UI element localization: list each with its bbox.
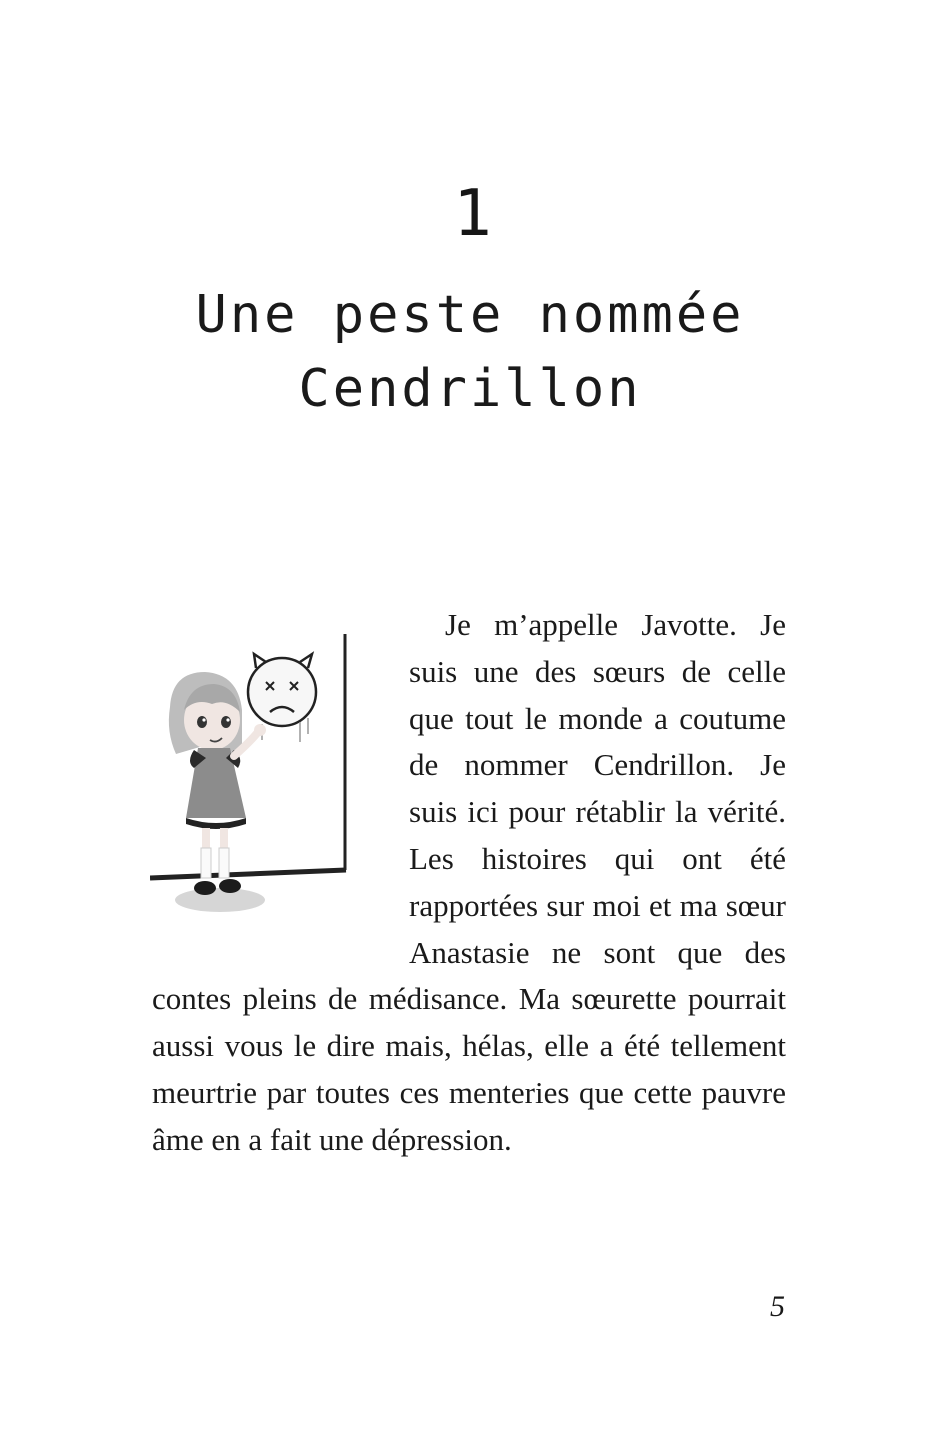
page-number: 5 — [770, 1290, 785, 1323]
paragraph: Je m’appelle Javotte. Je suis une des sœurs de celle que tout le monde a coutume de nommer Cendrillon. Je suis ici pour rétablir la vérité. Les histoires qui ont été rapportées sur moi et ma sœur Anastasie ne sont que des contes pleins de médisance. Ma sœurette pourrait aussi vous le dire mais, hélas, elle a été tellement meurtrie par toutes ces menteries que cette pauvre âme en a fait une dépression. — [152, 607, 786, 1157]
chapter-title: Une peste nommée Cendrillon — [195, 285, 745, 419]
chapter-body — [152, 602, 786, 1164]
chapter-number: 1 — [453, 177, 492, 251]
